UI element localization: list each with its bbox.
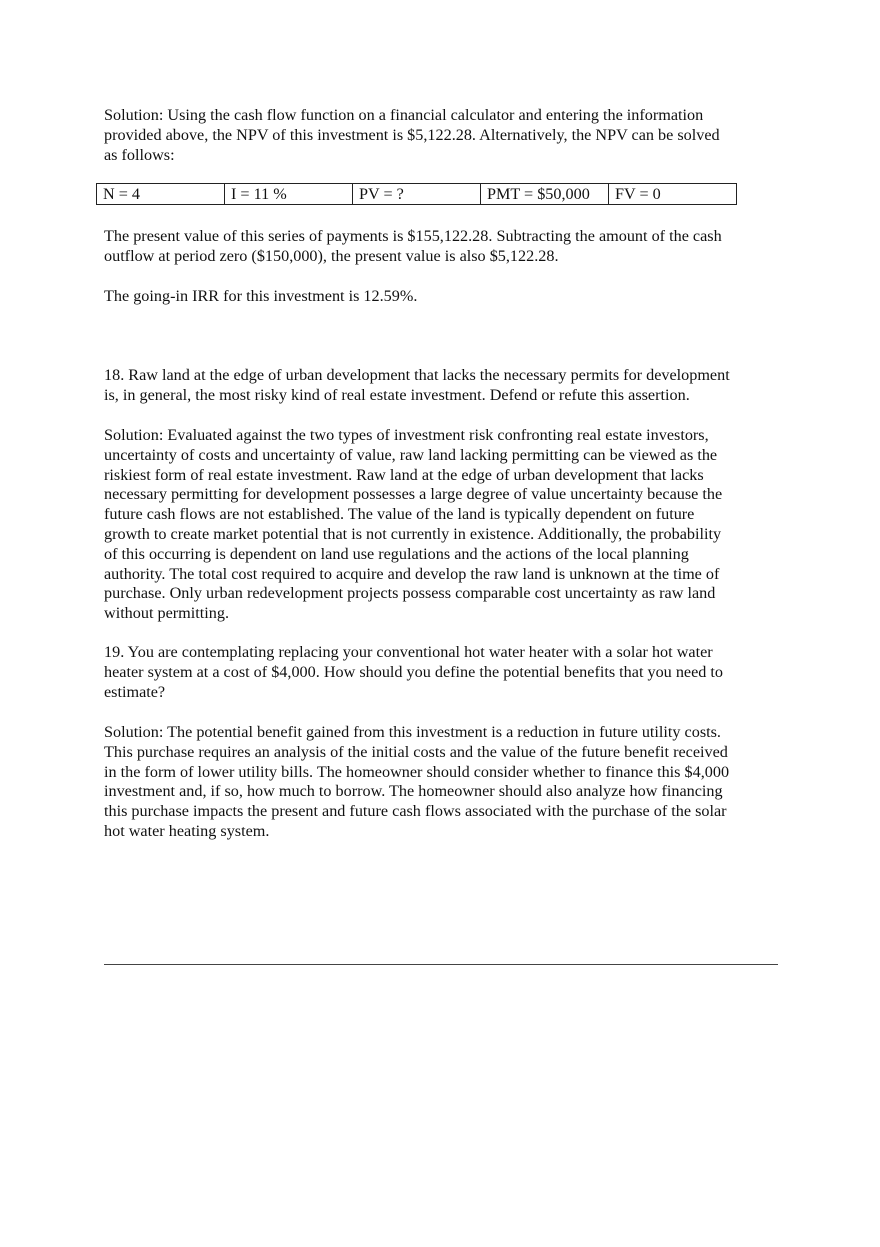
text-line: Solution: Evaluated against the two types of investment risk confronting real estate investors, [104,426,709,444]
text-line: outflow at period zero ($150,000), the present value is also $5,122.28. [104,246,559,265]
text-line: as follows: [104,145,175,164]
text-line: The going-in IRR for this investment is 12.59%. [104,287,418,305]
text-line: investment and, if so, how much to borrow. The homeowner should also analyze how financing [104,782,723,801]
footer-divider [104,964,778,965]
calculator-inputs-table [96,183,737,205]
irr-paragraph [104,287,780,307]
text-line: provided above, the NPV of this investment is $5,122.28. Alternatively, the NPV can be solved [104,125,720,144]
text-line: 18. Raw land at the edge of urban development that lacks the necessary permits for development [104,366,730,384]
table-cell-fv: FV = 0 [609,184,737,205]
text-line: of this occurring is dependent on land use regulations and the actions of the local planning [104,544,689,563]
text-line: is, in general, the most risky kind of real estate investment. Defend or refute this assertion. [104,385,690,404]
text-line: future cash flows are not established. The value of the land is typically dependent on future [104,505,695,524]
text-line: this purchase impacts the present and future cash flows associated with the purchase of the solar [104,802,727,821]
text-line: Solution: The potential benefit gained from this investment is a reduction in future utility costs. [104,723,721,741]
table-cell-pv: PV = ? [353,184,481,205]
text-line: Solution: Using the cash flow function on a financial calculator and entering the information [104,106,704,124]
text-line: in the form of lower utility bills. The homeowner should consider whether to finance this $4,000 [104,762,730,781]
text-line: This purchase requires an analysis of the initial costs and the value of the future benefit received [104,742,728,761]
text-line: growth to create market potential that is not currently in existence. Additionally, the probability [104,524,722,543]
table-cell-n: N = 4 [97,184,225,205]
question-19-paragraph [104,643,780,702]
text-line: without permitting. [104,604,229,623]
text-line: riskiest form of real estate investment. Raw land at the edge of urban development that lacks [104,465,704,484]
present-value-paragraph [104,227,780,267]
question-18-paragraph [104,366,780,406]
text-line: necessary permitting for development possesses a large degree of value uncertainty because the [104,485,723,504]
table-cell-i: I = 11 % [225,184,353,205]
text-line: heater system at a cost of $4,000. How should you define the potential benefits that you need to [104,662,724,681]
text-line: purchase. Only urban redevelopment projects possess comparable cost uncertainty as raw land [104,584,716,603]
table-cell-pmt: PMT = $50,000 [481,184,609,205]
solution-19-paragraph [104,723,780,842]
text-line: estimate? [104,682,166,701]
intro-solution-paragraph [104,106,780,165]
text-line: uncertainty of costs and uncertainty of value, raw land lacking permitting can be viewed as the [104,445,718,464]
solution-18-paragraph [104,426,780,624]
text-line: authority. The total cost required to acquire and develop the raw land is unknown at the time of [104,564,720,583]
text-line: The present value of this series of payments is $155,122.28. Subtracting the amount of the cash [104,227,722,245]
text-line: hot water heating system. [104,821,270,840]
table-row [97,184,737,205]
text-line: 19. You are contemplating replacing your conventional hot water heater with a solar hot water [104,643,713,661]
